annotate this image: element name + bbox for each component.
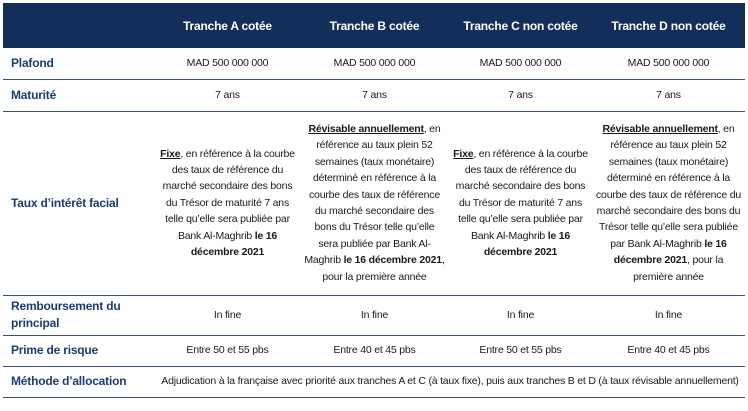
terms-table (3, 3, 745, 398)
cell-taux-c (449, 111, 592, 295)
row-label-taux: Taux d’intérêt facial (3, 111, 155, 295)
header-tranche-c: Tranche C non cotée (449, 3, 592, 48)
cell-prime-b: Entre 40 et 45 pbs (300, 335, 449, 366)
cell-remboursement-c: In fine (449, 295, 592, 335)
row-plafond (3, 48, 745, 79)
cell-maturite-b: 7 ans (300, 79, 449, 111)
taux-b-tail: , pour la première année (322, 254, 445, 283)
cell-plafond-b: MAD 500 000 000 (300, 48, 449, 79)
row-label-remboursement: Remboursement du principal (3, 295, 155, 335)
taux-c-keyword: Fixe (453, 147, 474, 160)
header-tranche-a: Tranche A cotée (155, 3, 300, 48)
taux-b-text: , en référence au taux plein 52 semaines (taux monétaire) déterminé en référence à la courbe des taux de référence du marché secondaire des bons du Trésor telle qu’elle sera publiée par Bank Al-Maghrib (304, 122, 441, 267)
cell-taux-b (300, 111, 449, 295)
taux-a-text: , en référence à la courbe des taux de référence du marché secondaire des bons du Trésor de maturité 7 ans telle qu’elle sera publiée par Bank Al-Maghrib (162, 147, 295, 242)
cell-plafond-d: MAD 500 000 000 (592, 48, 745, 79)
taux-d-tail: , pour la première année (633, 254, 724, 283)
taux-a-date: le 16 décembre 2021 (190, 229, 278, 259)
header-row (3, 3, 745, 48)
taux-b-date: le 16 décembre 2021 (343, 254, 442, 267)
cell-plafond-c: MAD 500 000 000 (449, 48, 592, 79)
cell-taux-d (592, 111, 745, 295)
cell-maturite-a: 7 ans (155, 79, 300, 111)
taux-c-date: le 16 décembre 2021 (483, 229, 571, 259)
header-tranche-d: Tranche D non cotée (592, 3, 745, 48)
row-label-plafond: Plafond (3, 48, 155, 79)
header-tranche-b: Tranche B cotée (300, 3, 449, 48)
row-methode (3, 366, 745, 397)
taux-c-text: , en référence à la courbe des taux de référence du marché secondaire des bons du Trésor de maturité 7 ans telle qu’elle sera publiée par Bank Al-Maghrib (455, 147, 588, 242)
cell-methode: Adjudication à la française avec priorité aux tranches A et C (à taux fixe), puis aux tranches B et D (à taux révisable annuellement) (155, 366, 745, 397)
row-remboursement (3, 295, 745, 335)
taux-d-keyword: Révisable annuellement (602, 122, 718, 135)
cell-remboursement-d: In fine (592, 295, 745, 335)
row-taux (3, 111, 745, 295)
taux-a-keyword: Fixe (160, 147, 181, 160)
header-corner (3, 3, 155, 48)
cell-prime-a: Entre 50 et 55 pbs (155, 335, 300, 366)
cell-plafond-a: MAD 500 000 000 (155, 48, 300, 79)
cell-taux-a (155, 111, 300, 295)
cell-prime-c: Entre 50 et 55 pbs (449, 335, 592, 366)
row-label-prime: Prime de risque (3, 335, 155, 366)
taux-d-date: le 16 décembre 2021 (613, 237, 727, 267)
taux-d-text: , en référence au taux plein 52 semaines (taux monétaire) déterminé en référence à la courbe des taux de référence du marché secondaire des bons du Trésor telle qu’elle sera publiée par Bank Al-Maghrib (596, 122, 741, 250)
row-label-maturite: Maturité (3, 79, 155, 111)
cell-prime-d: Entre 40 et 45 pbs (592, 335, 745, 366)
row-prime (3, 335, 745, 366)
taux-b-keyword: Révisable annuellement (308, 122, 424, 135)
cell-remboursement-b: In fine (300, 295, 449, 335)
cell-remboursement-a: In fine (155, 295, 300, 335)
row-label-methode: Méthode d’allocation (3, 366, 155, 397)
cell-maturite-d: 7 ans (592, 79, 745, 111)
row-maturite (3, 79, 745, 111)
cell-maturite-c: 7 ans (449, 79, 592, 111)
